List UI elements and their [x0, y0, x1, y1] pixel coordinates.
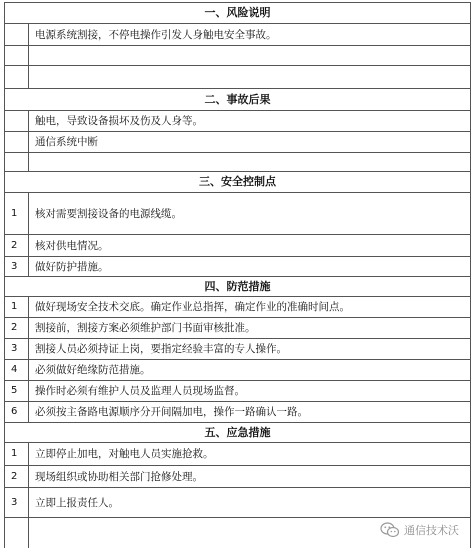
row-number: 3	[5, 257, 29, 277]
row-text	[29, 153, 471, 172]
table-row	[5, 132, 471, 153]
row-text: 电源系统割接，不停电操作引发人身触电安全事故。	[29, 24, 471, 46]
row-text: 核对需要割接设备的电源线缆。	[29, 193, 471, 235]
row-text: 割接人员必须持证上岗，要指定经验丰富的专人操作。	[29, 339, 471, 360]
row-number: 1	[5, 193, 29, 235]
section-header-control-points	[5, 172, 471, 193]
row-number: 2	[5, 466, 29, 488]
table-row	[5, 257, 471, 277]
section-title: 四、防范措施	[5, 277, 471, 297]
table-row	[5, 24, 471, 46]
row-number: 1	[5, 443, 29, 466]
row-text: 触电，导致设备损坏及伤及人身等。	[29, 111, 471, 132]
section-header-consequence	[5, 89, 471, 111]
table-row	[5, 443, 471, 466]
table-row	[5, 66, 471, 89]
row-text: 必须做好绝缘防范措施。	[29, 360, 471, 381]
table-row	[5, 111, 471, 132]
table-row	[5, 360, 471, 381]
table-row	[5, 488, 471, 518]
section-title: 五、应急措施	[5, 423, 471, 443]
row-number	[5, 66, 29, 89]
watermark-text: 通信技术沃	[404, 524, 459, 537]
row-number	[5, 46, 29, 66]
row-number: 2	[5, 318, 29, 339]
wechat-icon	[380, 522, 400, 538]
row-number	[5, 111, 29, 132]
row-text: 现场组织或协助相关部门抢修处理。	[29, 466, 471, 488]
table-row	[5, 339, 471, 360]
section-title: 一、风险说明	[5, 3, 471, 24]
row-text: 立即上报责任人。	[29, 488, 471, 518]
section-title: 三、安全控制点	[5, 172, 471, 193]
row-number: 4	[5, 360, 29, 381]
row-number	[5, 518, 29, 549]
row-number: 3	[5, 488, 29, 518]
row-text: 做好现场安全技术交底。确定作业总指挥，确定作业的准确时间点。	[29, 297, 471, 318]
section-header-risk	[5, 3, 471, 24]
row-text	[29, 46, 471, 66]
row-text	[29, 66, 471, 89]
row-number: 2	[5, 235, 29, 257]
table-row	[5, 46, 471, 66]
table-row	[5, 402, 471, 423]
table-row	[5, 318, 471, 339]
row-text: 立即停止加电，对触电人员实施抢救。	[29, 443, 471, 466]
risk-table	[4, 2, 471, 548]
row-text: 核对供电情况。	[29, 235, 471, 257]
row-text: 做好防护措施。	[29, 257, 471, 277]
row-number: 1	[5, 297, 29, 318]
row-text: 操作时必须有维护人员及监理人员现场监督。	[29, 381, 471, 402]
row-number	[5, 153, 29, 172]
table-row	[5, 297, 471, 318]
row-number: 6	[5, 402, 29, 423]
section-header-emergency	[5, 423, 471, 443]
row-text: 割接前，割接方案必须维护部门书面审核批准。	[29, 318, 471, 339]
table-row	[5, 466, 471, 488]
table-row	[5, 193, 471, 235]
row-number: 3	[5, 339, 29, 360]
row-number	[5, 132, 29, 153]
row-text: 必须按主备路电源顺序分开间隔加电，操作一路确认一路。	[29, 402, 471, 423]
row-text: 通信系统中断	[29, 132, 471, 153]
section-header-prevention	[5, 277, 471, 297]
row-number	[5, 24, 29, 46]
row-number: 5	[5, 381, 29, 402]
table-row	[5, 153, 471, 172]
section-title: 二、事故后果	[5, 89, 471, 111]
risk-table-sheet	[4, 2, 470, 546]
table-row	[5, 381, 471, 402]
table-row	[5, 235, 471, 257]
watermark	[380, 522, 459, 538]
